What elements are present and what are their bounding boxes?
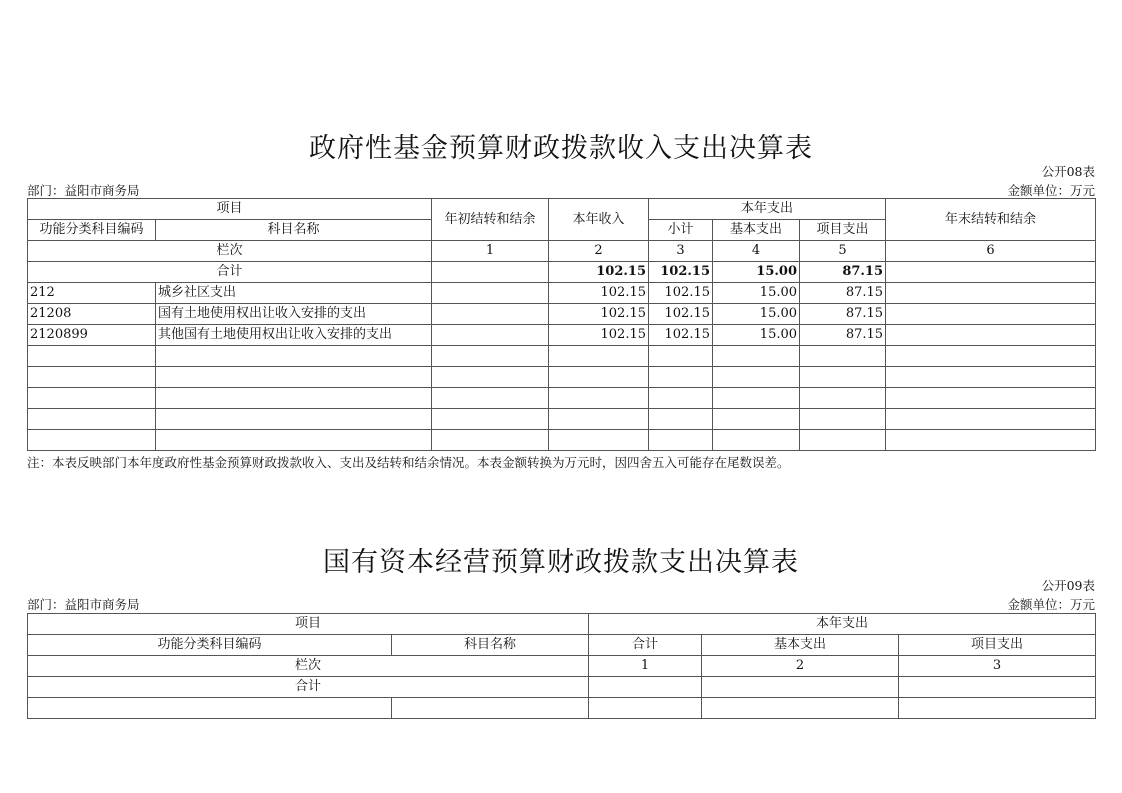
col-index: 1: [589, 656, 702, 677]
header-end-balance: 年末结转和结余: [886, 199, 1096, 241]
table1-note: 注：本表反映部门本年度政府性基金预算财政拨款收入、支出及结转和结余情况。本表金额转换为万元时，因四舍五入可能存在尾数误差。: [27, 455, 790, 470]
table2-department: 部门：益阳市商务局: [27, 597, 140, 612]
empty-row: [28, 409, 1096, 430]
row-value: 102.15: [549, 325, 649, 346]
col-index: 2: [702, 656, 899, 677]
header-basic: 基本支出: [713, 220, 800, 241]
row-value: 102.15: [649, 283, 713, 304]
header-begin-balance: 年初结转和结余: [432, 199, 549, 241]
header-subtotal: 小计: [649, 220, 713, 241]
row-value: 102.15: [549, 283, 649, 304]
col-index: 3: [649, 241, 713, 262]
row-value: 102.15: [649, 325, 713, 346]
total-cell: 15.00: [713, 262, 800, 283]
row-value: [886, 325, 1096, 346]
row-value: 102.15: [549, 304, 649, 325]
t2-header-expense: 本年支出: [589, 614, 1096, 635]
t2-header-subject-name: 科目名称: [392, 635, 589, 656]
empty-row: [28, 430, 1096, 451]
t2-total-label: 合计: [28, 677, 589, 698]
table2: [27, 613, 1096, 719]
row-code: 21208: [28, 304, 156, 325]
empty-row: [28, 367, 1096, 388]
column-index-row: [28, 241, 1096, 262]
table2-unit: 金额单位：万元: [1007, 597, 1095, 612]
row-value: [432, 304, 549, 325]
total-row: [28, 262, 1096, 283]
t2-header-project: 项目: [28, 614, 589, 635]
header-col-label: 栏次: [28, 241, 432, 262]
total-cell: 102.15: [649, 262, 713, 283]
table-row: [28, 283, 1096, 304]
row-value: 102.15: [649, 304, 713, 325]
row-value: 15.00: [713, 325, 800, 346]
col-index: 1: [432, 241, 549, 262]
t2-header-col-label: 栏次: [28, 656, 589, 677]
row-value: 15.00: [713, 283, 800, 304]
table-row: [28, 325, 1096, 346]
table1-unit: 金额单位：万元: [1007, 183, 1095, 198]
row-value: 87.15: [800, 325, 886, 346]
header-expense: 本年支出: [649, 199, 886, 220]
header-project: 项目: [28, 199, 432, 220]
t2-header-basic: 基本支出: [702, 635, 899, 656]
row-name: 其他国有土地使用权出让收入安排的支出: [156, 325, 432, 346]
col-index: 5: [800, 241, 886, 262]
table1-department: 部门：益阳市商务局: [27, 183, 140, 198]
row-code: 2120899: [28, 325, 156, 346]
total-cell: 87.15: [800, 262, 886, 283]
row-value: [886, 283, 1096, 304]
t2-column-index-row: [28, 656, 1096, 677]
row-value: [886, 304, 1096, 325]
row-value: 87.15: [800, 304, 886, 325]
row-name: 城乡社区支出: [156, 283, 432, 304]
header-func-code: 功能分类科目编码: [28, 220, 156, 241]
table2-title: 国有资本经营预算财政拨款支出决算表: [323, 547, 799, 578]
col-index: 3: [899, 656, 1096, 677]
empty-row: [28, 388, 1096, 409]
row-code: 212: [28, 283, 156, 304]
table-row: [28, 304, 1096, 325]
table2-code: 公开09表: [1041, 578, 1095, 593]
total-cell: 102.15: [549, 262, 649, 283]
t2-header-total: 合计: [589, 635, 702, 656]
header-subject-name: 科目名称: [156, 220, 432, 241]
header-income: 本年收入: [549, 199, 649, 241]
t2-header-proj-exp: 项目支出: [899, 635, 1096, 656]
row-name: 国有土地使用权出让收入安排的支出: [156, 304, 432, 325]
total-cell: [886, 262, 1096, 283]
header-proj-exp: 项目支出: [800, 220, 886, 241]
t2-total-row: [28, 677, 1096, 698]
col-index: 4: [713, 241, 800, 262]
row-value: [432, 283, 549, 304]
t2-header-func-code: 功能分类科目编码: [28, 635, 392, 656]
table1: [27, 198, 1096, 451]
col-index: 2: [549, 241, 649, 262]
row-value: 87.15: [800, 283, 886, 304]
total-cell: [432, 262, 549, 283]
empty-row: [28, 346, 1096, 367]
table1-title: 政府性基金预算财政拨款收入支出决算表: [309, 133, 813, 164]
row-value: [432, 325, 549, 346]
col-index: 6: [886, 241, 1096, 262]
table1-code: 公开08表: [1041, 164, 1095, 179]
empty-row: [28, 698, 1096, 719]
total-label: 合计: [28, 262, 432, 283]
row-value: 15.00: [713, 304, 800, 325]
